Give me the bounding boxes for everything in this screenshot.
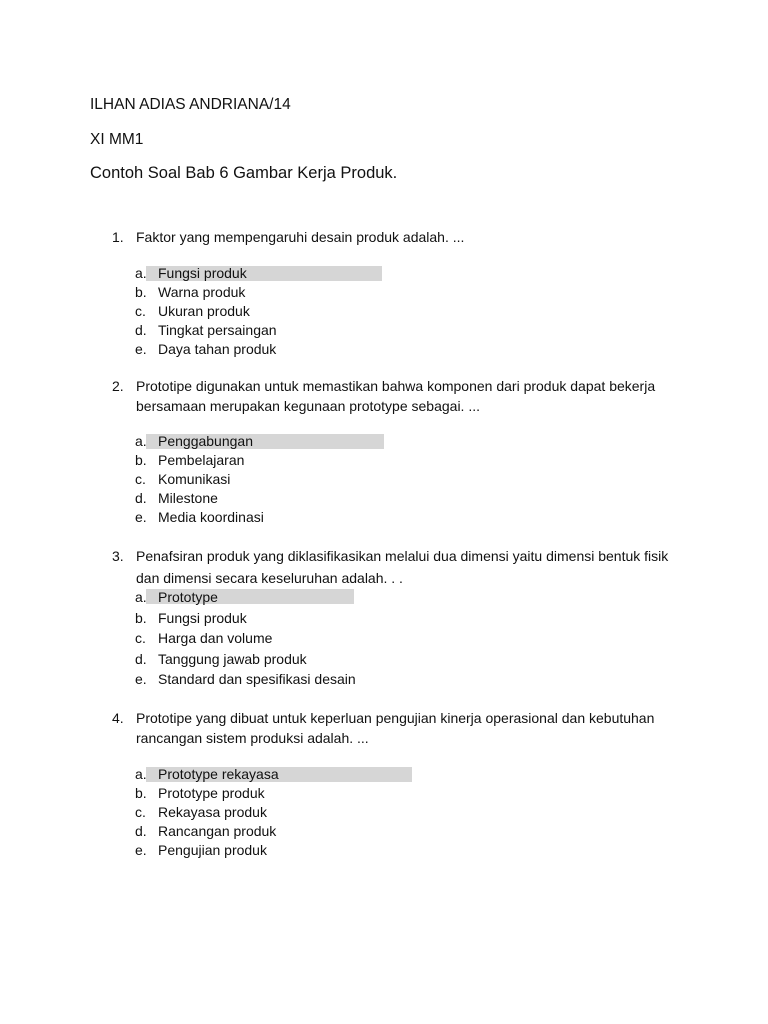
question-2 (112, 376, 672, 416)
option-letter: a. (135, 433, 147, 449)
option-text: Tanggung jawab produk (158, 650, 307, 667)
option-c (135, 628, 635, 649)
question-3 (112, 545, 672, 589)
question-text: Penafsiran produk yang diklasifikasikan melalui dua dimensi yaitu dimensi bentuk fisik dan dimensi secara keseluruhan adalah. . . (136, 548, 669, 586)
option-letter: e. (135, 341, 147, 357)
option-letter: b. (135, 785, 147, 801)
option-e (135, 669, 635, 690)
option-a (135, 765, 635, 784)
option-text: Ukuran produk (158, 303, 250, 319)
option-d (135, 649, 635, 670)
option-d (135, 489, 635, 508)
option-letter: c. (135, 303, 146, 319)
option-text: Prototype produk (158, 785, 265, 801)
option-b (135, 784, 635, 803)
question-4 (112, 708, 672, 748)
option-letter: a. (135, 766, 147, 782)
option-text: Pengujian produk (158, 842, 267, 858)
student-name: ILHAN ADIAS ANDRIANA/14 (90, 96, 291, 113)
option-b (135, 451, 635, 470)
option-d (135, 321, 635, 340)
option-letter: b. (135, 284, 147, 300)
option-text: Milestone (158, 490, 218, 506)
option-letter: e. (135, 509, 147, 525)
question-text: Prototipe yang dibuat untuk keperluan pengujian kinerja operasional dan kebutuhan rancangan sistem produksi adalah. ... (136, 710, 655, 746)
option-text: Media koordinasi (158, 509, 264, 525)
option-text: Rekayasa produk (158, 804, 267, 820)
option-text: Harga dan volume (158, 630, 273, 646)
option-letter: d. (135, 823, 147, 839)
option-letter: c. (135, 471, 146, 487)
document-title: Contoh Soal Bab 6 Gambar Kerja Produk. (90, 164, 398, 182)
option-text: Fungsi produk (158, 265, 247, 281)
question-text: Faktor yang mempengaruhi desain produk adalah. ... (136, 229, 465, 245)
question-4-options (135, 765, 635, 860)
option-letter: a. (135, 265, 147, 281)
option-text: Penggabungan (158, 433, 253, 449)
option-text: Prototype rekayasa (158, 766, 279, 782)
option-text: Komunikasi (158, 471, 231, 487)
question-1 (112, 227, 672, 247)
option-b (135, 283, 635, 302)
option-d (135, 822, 635, 841)
option-text: Fungsi produk (158, 609, 247, 626)
option-letter: a. (135, 589, 147, 605)
option-a (135, 587, 635, 608)
option-text: Standard dan spesifikasi desain (158, 671, 356, 687)
option-letter: c. (135, 804, 146, 820)
option-b (135, 608, 635, 629)
option-a (135, 264, 635, 283)
question-number: 1. (112, 229, 124, 245)
option-text: Rancangan produk (158, 823, 277, 839)
option-a (135, 432, 635, 451)
option-c (135, 470, 635, 489)
option-text: Tingkat persaingan (158, 322, 277, 338)
option-text: Prototype (158, 589, 218, 605)
option-letter: b. (135, 452, 147, 468)
option-letter: b. (135, 609, 147, 626)
option-letter: d. (135, 322, 147, 338)
option-c (135, 302, 635, 321)
student-class: XI MM1 (90, 131, 144, 148)
option-text: Daya tahan produk (158, 341, 277, 357)
option-letter: e. (135, 671, 147, 687)
option-e (135, 841, 635, 860)
question-1-options (135, 264, 635, 359)
option-letter: d. (135, 650, 147, 667)
option-letter: e. (135, 842, 147, 858)
question-number: 4. (112, 710, 124, 726)
option-text: Pembelajaran (158, 452, 245, 468)
question-2-options (135, 432, 635, 527)
option-letter: c. (135, 630, 146, 646)
question-3-options (135, 587, 635, 690)
question-text: Prototipe digunakan untuk memastikan bahwa komponen dari produk dapat bekerja bersamaan merupakan kegunaan prototype sebagai. ... (136, 378, 656, 414)
question-number: 3. (112, 548, 124, 564)
option-c (135, 803, 635, 822)
option-letter: d. (135, 490, 147, 506)
option-e (135, 340, 635, 359)
question-number: 2. (112, 378, 124, 394)
option-e (135, 508, 635, 527)
option-text: Warna produk (158, 284, 246, 300)
